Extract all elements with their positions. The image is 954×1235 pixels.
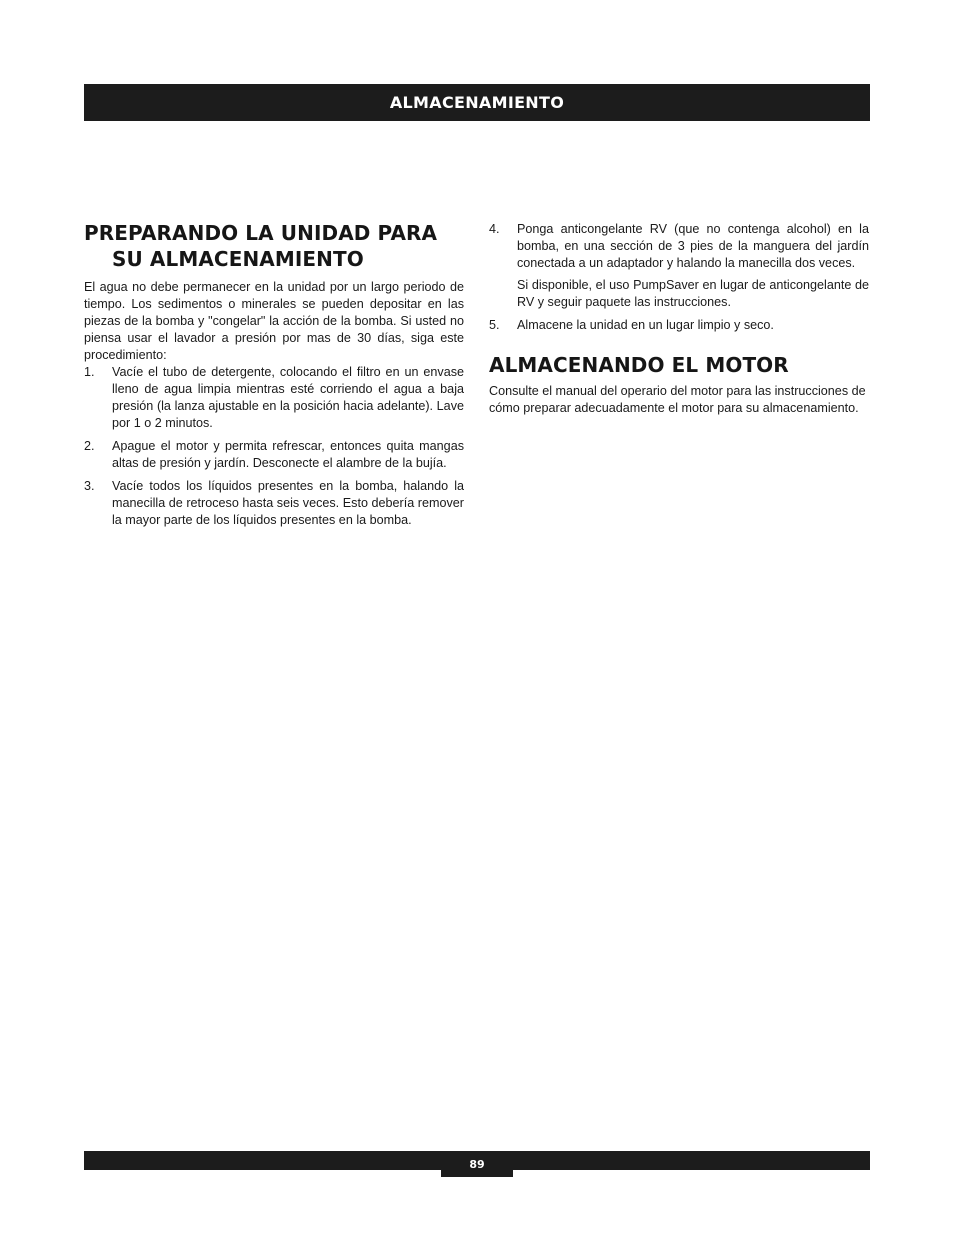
list-item-2 xyxy=(84,438,464,472)
right-column xyxy=(489,221,869,417)
list-text: Ponga anticongelante RV (que no contenga alcohol) en la bomba, en una sección de 3 pies de la manguera del jardín conectada a un adaptador y halando la manecilla dos veces. xyxy=(517,222,869,270)
section-title: ALMACENAMIENTO xyxy=(389,93,565,112)
motor-paragraph: Consulte el manual del operario del motor para las instrucciones de cómo preparar adecuadamente el motor para su almacenamiento. xyxy=(489,384,866,415)
list-number: 1. xyxy=(84,365,95,379)
heading-preparando xyxy=(84,220,464,272)
list-text: Almacene la unidad en un lugar limpio y seco. xyxy=(517,318,774,332)
page-number: 89 xyxy=(469,1157,485,1171)
list-item-1 xyxy=(84,364,464,432)
page-number-tab xyxy=(441,1151,513,1177)
list-text: Vacíe todos los líquidos presentes en la bomba, halando la manecilla de retroceso hasta seis veces. Esto debería remover la mayor parte de los líquidos presentes en la bomba. xyxy=(112,479,464,527)
list-number: 4. xyxy=(489,222,500,236)
list-item-5 xyxy=(489,317,869,334)
intro-paragraph: El agua no debe permanecer en la unidad por un largo periodo de tiempo. Los sedimentos o minerales se pueden depositar en las piezas de la bomba y "congelar" la acción de la bomba. Si usted no piensa usar el lavador a presión por mas de 30 días, siga este procedimiento: xyxy=(84,280,464,362)
list-number: 3. xyxy=(84,479,95,493)
pumpsaver-note: Si disponible, el uso PumpSaver en lugar de anticongelante de RV y seguir paquete las instrucciones. xyxy=(517,278,869,309)
list-text: Apague el motor y permita refrescar, entonces quita mangas altas de presión y jardín. Desconecte el alambre de la bujía. xyxy=(112,439,464,470)
heading-almacenando-motor: ALMACENANDO EL MOTOR xyxy=(489,353,789,377)
list-number: 5. xyxy=(489,318,500,332)
heading-line-1: PREPARANDO LA UNIDAD PARA xyxy=(84,221,438,245)
list-text: Vacíe el tubo de detergente, colocando el filtro en un envase lleno de agua limpia mientras esté corriendo el agua a baja presión (la lanza ajustable en la posición hacia adelante). Lave por 1 o 2 minutos. xyxy=(112,365,464,430)
heading-line-2: SU ALMACENAMIENTO xyxy=(112,247,364,271)
left-column xyxy=(84,220,464,529)
list-item-4 xyxy=(489,221,869,272)
section-header-bar xyxy=(84,84,870,121)
list-item-3 xyxy=(84,478,464,529)
list-number: 2. xyxy=(84,439,95,453)
